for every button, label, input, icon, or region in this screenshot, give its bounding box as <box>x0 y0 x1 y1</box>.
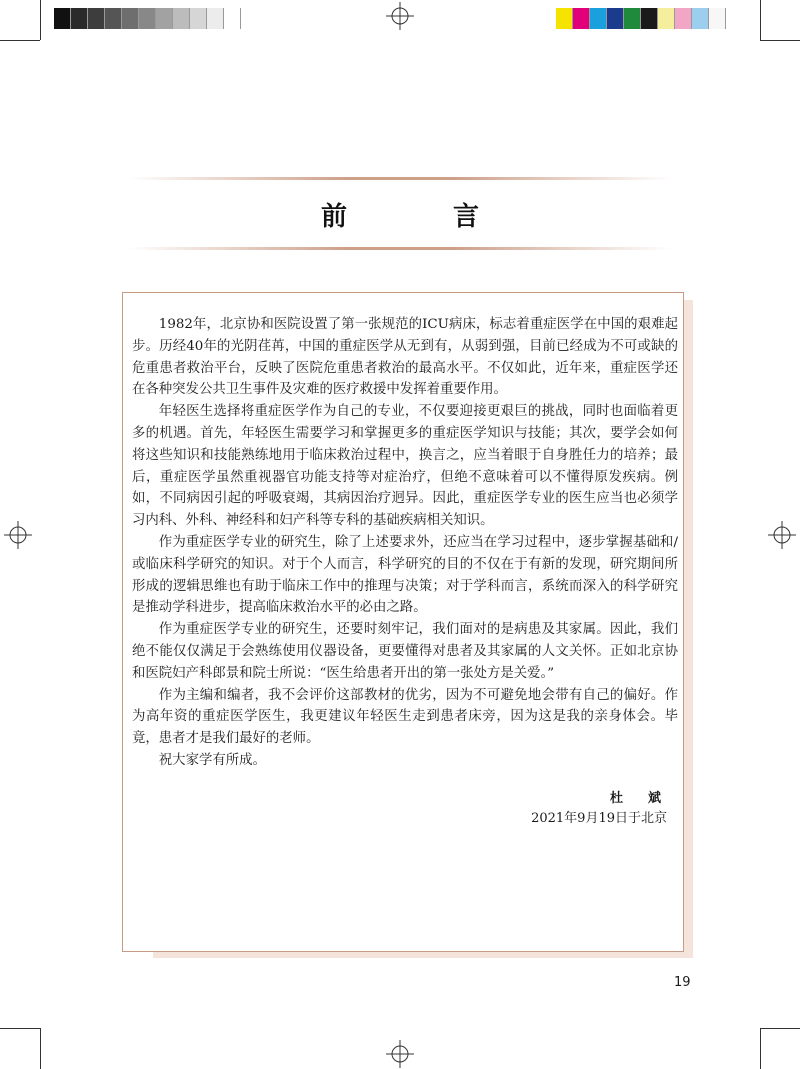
color-swatch <box>675 8 692 29</box>
paragraph: 作为主编和编者，我不会评价这部教材的优劣，因为不可避免地会带有自己的偏好。作为高年资的重症医学医生，我更建议年轻医生走到患者床旁，因为这是我的亲身体会。毕竟，患者才是我们最好的老师。 <box>132 687 678 747</box>
color-swatch <box>54 8 71 29</box>
registration-mark-icon <box>768 521 796 549</box>
registration-mark-icon <box>386 2 414 30</box>
color-swatch <box>105 8 122 29</box>
crop-mark <box>760 1028 761 1069</box>
crop-mark <box>0 40 40 41</box>
paragraph: 1982年，北京协和医院设置了第一张规范的ICU病床，标志着重症医学在中国的艰难起步。历经40年的光阴荏苒，中国的重症医学从无到有，从弱到强，目前已经成为不可或缺的危重患者救治平台，反映了医院危重患者救治的最高水平。不仅如此，近年来，重症医学还在各种突发公共卫生事件及灾难的医疗救援中发挥着重要作用。 <box>132 317 678 398</box>
color-swatch <box>71 8 88 29</box>
color-swatch <box>607 8 624 29</box>
registration-mark-icon <box>4 521 32 549</box>
color-swatch <box>709 8 726 29</box>
color-swatch <box>190 8 207 29</box>
color-swatch <box>88 8 105 29</box>
author-signature: 杜 斌 <box>609 791 667 806</box>
crop-mark <box>40 1028 41 1069</box>
color-swatch <box>224 8 241 29</box>
color-swatch <box>122 8 139 29</box>
color-swatch <box>692 8 709 29</box>
color-swatch <box>173 8 190 29</box>
paragraph: 祝大家学有所成。 <box>158 752 266 768</box>
paragraph: 作为重症医学专业的研究生，还要时刻牢记，我们面对的是病患及其家属。因此，我们绝不能仅仅满足于会熟练使用仪器设备，更要懂得对患者及其家属的人文关怀。正如北京协和医院妇产科郎景和院士所说：“医生给患者开出的第一张处方是关爱。” <box>132 622 678 681</box>
color-swatch <box>641 8 658 29</box>
date-line: 2021年9月19日于北京 <box>531 811 667 826</box>
color-swatch <box>139 8 156 29</box>
gray-calibration-bar <box>54 8 241 29</box>
color-swatch <box>573 8 590 29</box>
title-bottom-rule <box>128 247 672 250</box>
registration-mark-icon <box>386 1040 414 1068</box>
color-swatch <box>556 8 573 29</box>
color-swatch <box>590 8 607 29</box>
crop-mark <box>760 40 800 41</box>
color-calibration-bar <box>556 8 726 29</box>
color-swatch <box>624 8 641 29</box>
color-swatch <box>207 8 224 29</box>
crop-mark <box>760 0 761 40</box>
page-number: 19 <box>674 975 691 990</box>
crop-mark <box>40 0 41 40</box>
crop-mark <box>0 1028 40 1029</box>
crop-mark <box>760 1028 800 1029</box>
paragraph: 年轻医生选择将重症医学作为自己的专业，不仅要迎接更艰巨的挑战，同时也面临着更多的机遇。首先，年轻医生需要学习和掌握更多的重症医学知识与技能；其次，要学会如何将这些知识和技能熟练地用于临床救治过程中，换言之，应当着眼于自身胜任力的培养；最后，重症医学虽然重视器官功能支持等对症治疗，但绝不意味着可以不懂得原发疾病。例如，不同病因引起的呼吸衰竭，其病因治疗迥异。因此，重症医学专业的医生应当也必须学习内科、外科、神经科和妇产科等专科的基础疾病相关知识。 <box>132 404 678 529</box>
paragraph: 作为重症医学专业的研究生，除了上述要求外，还应当在学习过程中，逐步掌握基础和/或临床科学研究的知识。对于个人而言，科学研究的目的不仅在于有新的发现，研究期间所形成的逻辑思维也有助于临床工作中的推理与决策；对于学科而言，系统而深入的科学研究是推动学科进步，提高临床救治水平的必由之路。 <box>132 534 678 616</box>
page-title: 前 言 <box>320 202 519 232</box>
title-top-rule <box>128 177 672 180</box>
color-swatch <box>156 8 173 29</box>
preface-body <box>132 314 678 772</box>
color-swatch <box>658 8 675 29</box>
